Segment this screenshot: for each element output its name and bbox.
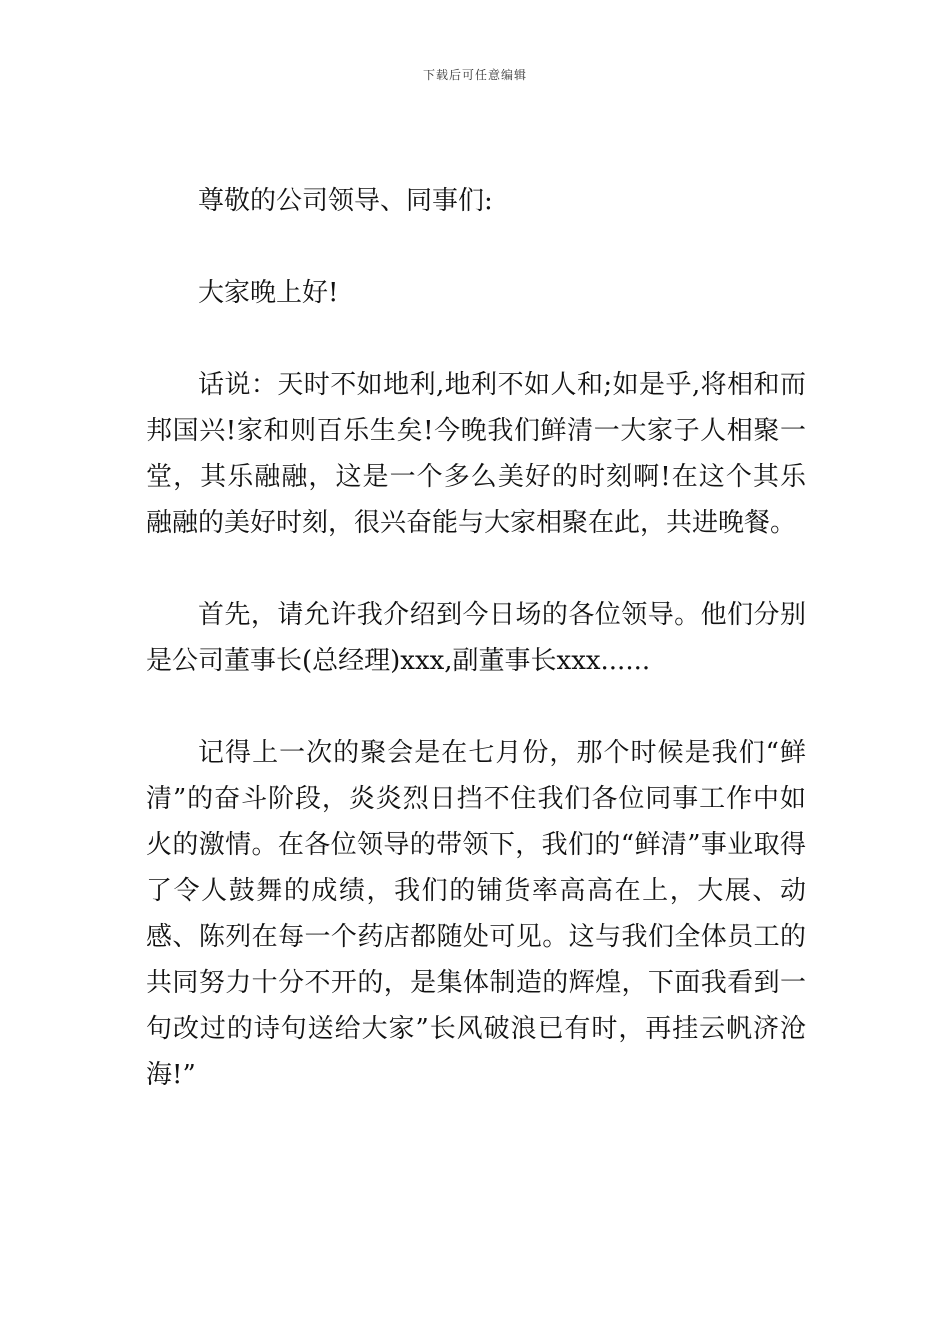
paragraph-gap [146, 684, 806, 730]
salutation: 尊敬的公司领导、同事们: [198, 186, 493, 216]
paragraph-opening: 话说：天时不如地利,地利不如人和;如是乎,将相和而邦国兴!家和则百乐生矣!今晚我们鲜清一大家子人相聚一堂，其乐融融，这是一个多么美好的时刻啊!在这个其乐融融的美好时刻，很兴奋能与大家相聚在此，共进晚餐。 [146, 370, 806, 538]
paragraph-gap [146, 224, 806, 270]
paragraph-recollection: 记得上一次的聚会是在七月份，那个时候是我们“鲜清”的奋斗阶段，炎炎烈日挡不住我们各位同事工作中如火的激情。在各位领导的带领下，我们的“鲜清”事业取得了令人鼓舞的成绩，我们的铺货率高高在上，大展、动感、陈列在每一个药店都随处可见。这与我们全体员工的共同努力十分不开的，是集体制造的辉煌，下面我看到一句改过的诗句送给大家”长风破浪已有时，再挂云帆济沧海!” [146, 738, 806, 1090]
page-header-note: 下载后可任意编辑 [422, 68, 527, 82]
document-body [146, 178, 806, 1098]
paragraph-gap [146, 316, 806, 362]
greeting: 大家晚上好! [198, 278, 339, 308]
paragraph-introductions: 首先，请允许我介绍到今日场的各位领导。他们分别是公司董事长(总经理)xxx,副董事长xxx...... [146, 600, 806, 676]
paragraph-gap [146, 546, 806, 592]
